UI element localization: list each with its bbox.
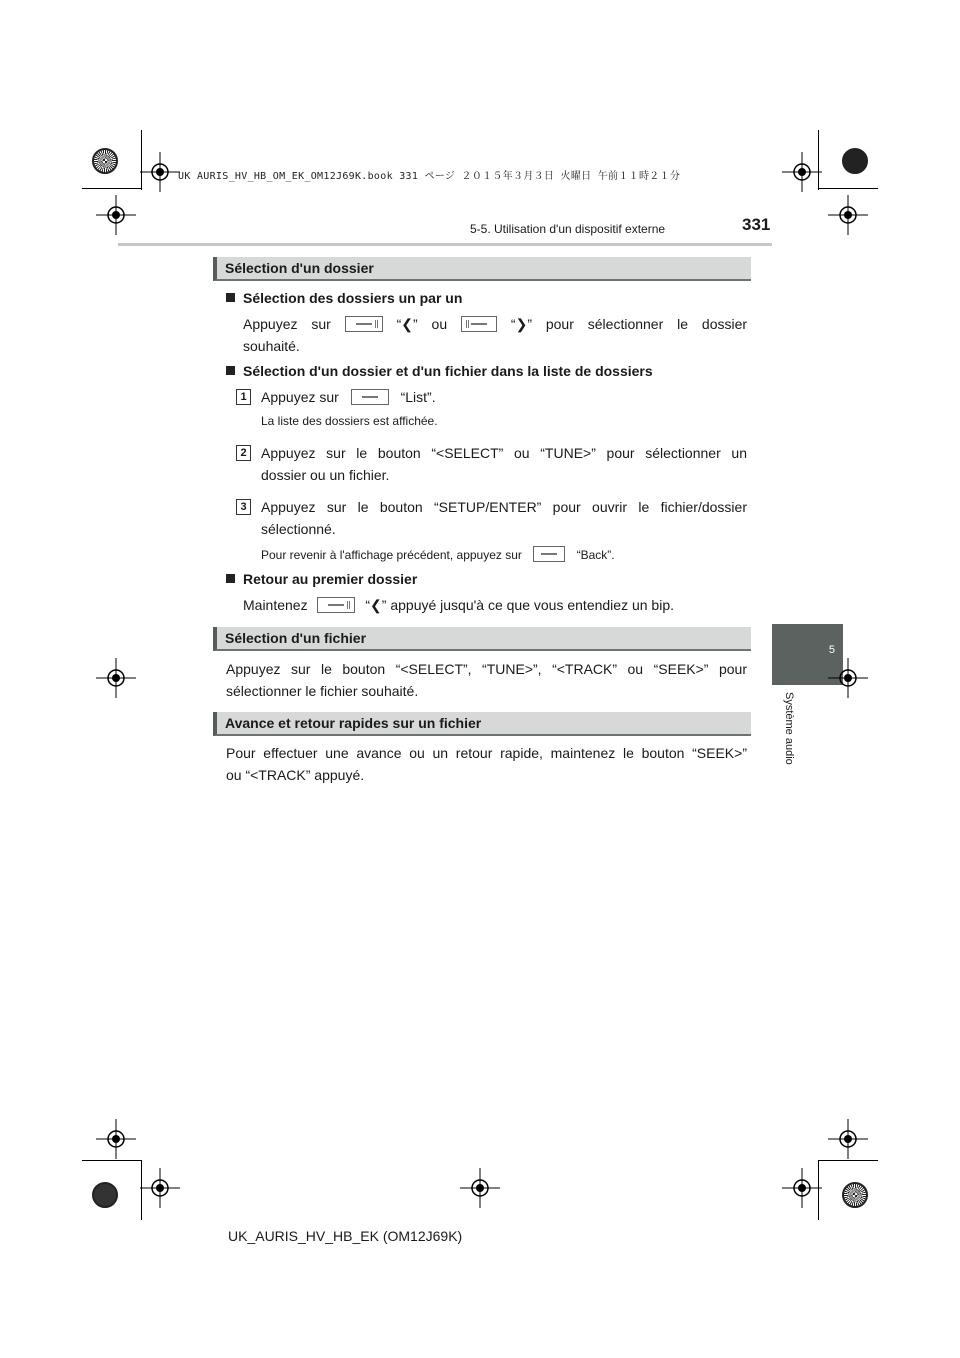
page-number: 331 bbox=[742, 215, 771, 234]
text: Pour revenir à l'affichage précédent, appuyez sur bbox=[261, 548, 522, 562]
registration-mark-icon bbox=[96, 1119, 136, 1159]
step-number: 3 bbox=[236, 499, 251, 515]
subheading-text: Sélection des dossiers un par un bbox=[243, 290, 463, 306]
text: ” pour sélectionner le dossier bbox=[527, 316, 748, 332]
paragraph-line: souhaité. bbox=[243, 338, 300, 354]
paragraph-line: sélectionner le fichier souhaité. bbox=[226, 683, 419, 699]
crop-line bbox=[818, 1160, 878, 1161]
subheading-text: Sélection d'un dossier et d'un fichier dans la liste de dossiers bbox=[243, 363, 653, 379]
paragraph-select-folder bbox=[243, 313, 747, 335]
step-text: Appuyez sur le bouton “SETUP/ENTER” pour ouvrir le fichier/dossier bbox=[261, 499, 747, 515]
print-stamp: UK AURIS_HV_HB_OM_EK_OM12J69K.book 331 ページ ２０１５年３月３日 火曜日 午前１１時２１分 bbox=[178, 171, 681, 182]
color-wheel-mark-icon bbox=[842, 1182, 868, 1208]
registration-mark-icon bbox=[828, 658, 868, 698]
registration-mark-icon bbox=[96, 658, 136, 698]
back-button-icon bbox=[533, 546, 565, 562]
text: Appuyez sur bbox=[243, 316, 331, 332]
text: ” ou bbox=[413, 316, 448, 332]
square-bullet-icon bbox=[226, 574, 235, 583]
chapter-number: 5 bbox=[828, 644, 835, 656]
text: “List”. bbox=[400, 389, 436, 405]
chapter-label: Système audio bbox=[783, 692, 795, 765]
step-text: sélectionné. bbox=[261, 521, 336, 537]
color-wheel-mark-icon bbox=[92, 1182, 118, 1208]
step-number: 2 bbox=[236, 445, 251, 461]
subheading-text: Retour au premier dossier bbox=[243, 571, 418, 587]
chapter-label-box bbox=[783, 692, 803, 782]
text: Maintenez bbox=[243, 597, 308, 613]
color-wheel-mark-icon bbox=[842, 148, 868, 174]
step-note bbox=[261, 546, 615, 562]
paragraph-line: ou “<TRACK” appuyé. bbox=[226, 767, 365, 783]
list-button-icon bbox=[351, 389, 389, 405]
header-rule bbox=[118, 243, 772, 246]
section-heading-text: Avance et retour rapides sur un fichier bbox=[225, 715, 482, 731]
section-heading-text: Sélection d'un dossier bbox=[225, 260, 374, 276]
registration-mark-icon bbox=[782, 152, 822, 192]
seek-track-button-icon bbox=[345, 316, 383, 332]
step-text: dossier ou un fichier. bbox=[261, 467, 390, 483]
registration-mark-icon bbox=[96, 195, 136, 235]
section-heading-file bbox=[213, 627, 751, 651]
registration-mark-icon bbox=[828, 195, 868, 235]
subheading-first-folder bbox=[226, 571, 417, 587]
section-heading-fast-forward bbox=[213, 712, 751, 736]
registration-mark-icon bbox=[782, 1168, 822, 1208]
crop-line bbox=[82, 188, 142, 189]
chevron-left-icon: ❮ bbox=[370, 597, 382, 613]
step-text: Appuyez sur le bouton “<SELECT” ou “TUNE>” pour sélectionner un bbox=[261, 445, 747, 461]
paragraph-select-file: Appuyez sur le bouton “<SELECT”, “TUNE>”, “<TRACK” ou “SEEK>” pour bbox=[226, 661, 747, 677]
section-heading-folder bbox=[213, 257, 751, 281]
square-bullet-icon bbox=[226, 293, 235, 302]
text: “ bbox=[396, 316, 402, 332]
text: “Back”. bbox=[576, 548, 615, 562]
color-wheel-mark-icon bbox=[92, 148, 118, 174]
step-text bbox=[261, 386, 436, 408]
square-bullet-icon bbox=[226, 366, 235, 375]
text: ” appuyé jusqu'à ce que vous entendiez un bip. bbox=[381, 597, 674, 613]
chevron-left-icon: ❮ bbox=[401, 316, 413, 332]
text: “ bbox=[365, 597, 371, 613]
text: Appuyez sur bbox=[261, 389, 339, 405]
header-section-title: 5-5. Utilisation d'un dispositif externe bbox=[470, 222, 666, 236]
registration-mark-icon bbox=[828, 1119, 868, 1159]
paragraph-first-folder bbox=[243, 594, 674, 616]
registration-mark-icon bbox=[140, 1168, 180, 1208]
subheading-folder-and-file bbox=[226, 363, 653, 379]
step-note: La liste des dossiers est affichée. bbox=[261, 414, 438, 428]
text: “ bbox=[510, 316, 516, 332]
registration-mark-icon bbox=[460, 1168, 500, 1208]
section-heading-text: Sélection d'un fichier bbox=[225, 630, 367, 646]
seek-track-button-icon bbox=[317, 597, 355, 613]
subheading-one-by-one bbox=[226, 290, 462, 306]
chevron-right-icon: ❯ bbox=[515, 316, 528, 332]
crop-line bbox=[82, 1160, 142, 1161]
crop-line bbox=[818, 188, 878, 189]
seek-track-button-icon bbox=[461, 316, 497, 332]
footer-model-code: UK_AURIS_HV_HB_EK (OM12J69K) bbox=[228, 1228, 463, 1244]
paragraph-fast-forward: Pour effectuer une avance ou un retour rapide, maintenez le bouton “SEEK>” bbox=[226, 745, 747, 761]
step-number: 1 bbox=[236, 389, 251, 405]
registration-mark-icon bbox=[140, 152, 180, 192]
